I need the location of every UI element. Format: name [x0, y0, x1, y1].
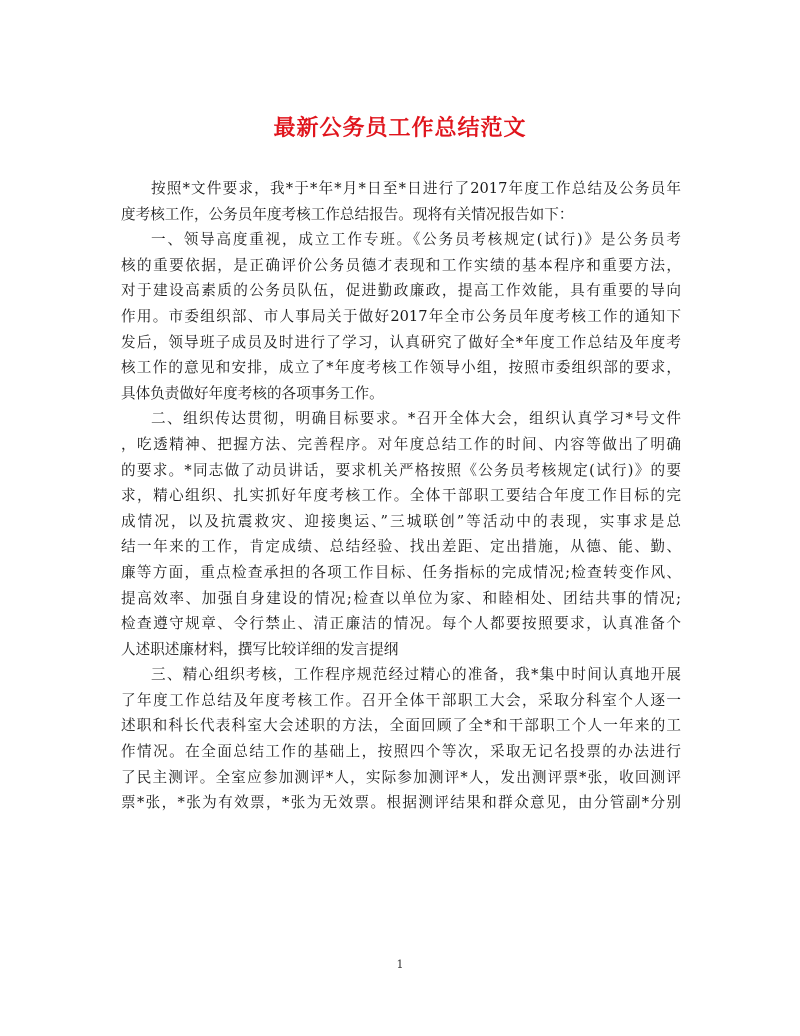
body-line: 成情况，以及抗震救灾、迎接奥运、”三城联创”等活动中的表现，实事求是总	[121, 512, 681, 530]
body-line: 检查遵守规章、令行禁止、清正廉洁的情况。每个人都要按照要求，认真准备个	[121, 615, 681, 633]
body-line: 了民主测评。全室应参加测评*人，实际参加测评*人，发出测评票*张，收回测评	[121, 768, 681, 786]
body-line: 求，精心组织、扎实抓好年度考核工作。全体干部职工要结合年度工作目标的完	[121, 487, 681, 505]
body-line: 按照*文件要求，我*于*年*月*日至*日进行了2017年度工作总结及公务员年	[151, 180, 681, 197]
body-line: 的要求。*同志做了动员讲话，要求机关严格按照《公务员考核规定(试行)》的要	[121, 461, 681, 479]
body-line: 核的重要依据，是正确评价公务员德才表现和工作实绩的基本程序和重要方法，	[121, 256, 681, 274]
body-line: 度考核工作，公务员年度考核工作总结报告。现将有关情况报告如下：	[121, 205, 574, 223]
body-line: 具体负责做好年度考核的各项事务工作。	[121, 384, 384, 402]
body-line: 对于建设高素质的公务员队伍，促进勤政廉政，提高工作效能，具有重要的导向	[121, 282, 681, 300]
body-line: 廉等方面，重点检查承担的各项工作目标、任务指标的完成情况;检查转变作风、	[121, 563, 681, 581]
document-title: 最新公务员工作总结范文	[273, 115, 527, 141]
body-line: 核工作的意见和安排，成立了*年度考核工作领导小组，按照市委组织部的要求，	[121, 359, 681, 377]
body-line: 二、组织传达贯彻，明确目标要求。*召开全体大会，组织认真学习*号文件	[151, 410, 681, 428]
body-line: 作情况。在全面总结工作的基础上，按照四个等次，采取无记名投票的办法进行	[121, 743, 681, 761]
body-line: ，吃透精神、把握方法、完善程序。对年度总结工作的时间、内容等做出了明确	[121, 435, 681, 453]
body-line: 述职和科长代表科室大会述职的方法，全面回顾了全*和干部职工个人一年来的工	[121, 717, 681, 735]
body-line: 结一年来的工作，肯定成绩、总结经验、找出差距、定出措施，从德、能、勤、	[121, 538, 681, 556]
body-line: 提高效率、加强自身建设的情况;检查以单位为家、和睦相处、团结共事的情况;	[121, 589, 681, 607]
body-line: 发后，领导班子成员及时进行了学习，认真研究了做好全*年度工作总结及年度考	[121, 333, 681, 351]
body-line: 人述职述廉材料，撰写比较详细的发言提纲	[121, 640, 399, 658]
page-number: 1	[396, 958, 404, 971]
body-line: 一、领导高度重视，成立工作专班。《公务员考核规定(试行)》是公务员考	[151, 231, 681, 249]
document-body	[121, 176, 681, 816]
body-line: 作用。市委组织部、市人事局关于做好2017年全市公务员年度考核工作的通知下	[121, 307, 681, 325]
body-line: 票*张，*张为有效票，*张为无效票。根据测评结果和群众意见，由分管副*分别	[121, 794, 681, 812]
body-line: 三、精心组织考核，工作程序规范经过精心的准备，我*集中时间认真地开展	[151, 666, 681, 684]
body-line: 了年度工作总结及年度考核工作。召开全体干部职工大会，采取分科室个人逐一	[121, 691, 681, 709]
